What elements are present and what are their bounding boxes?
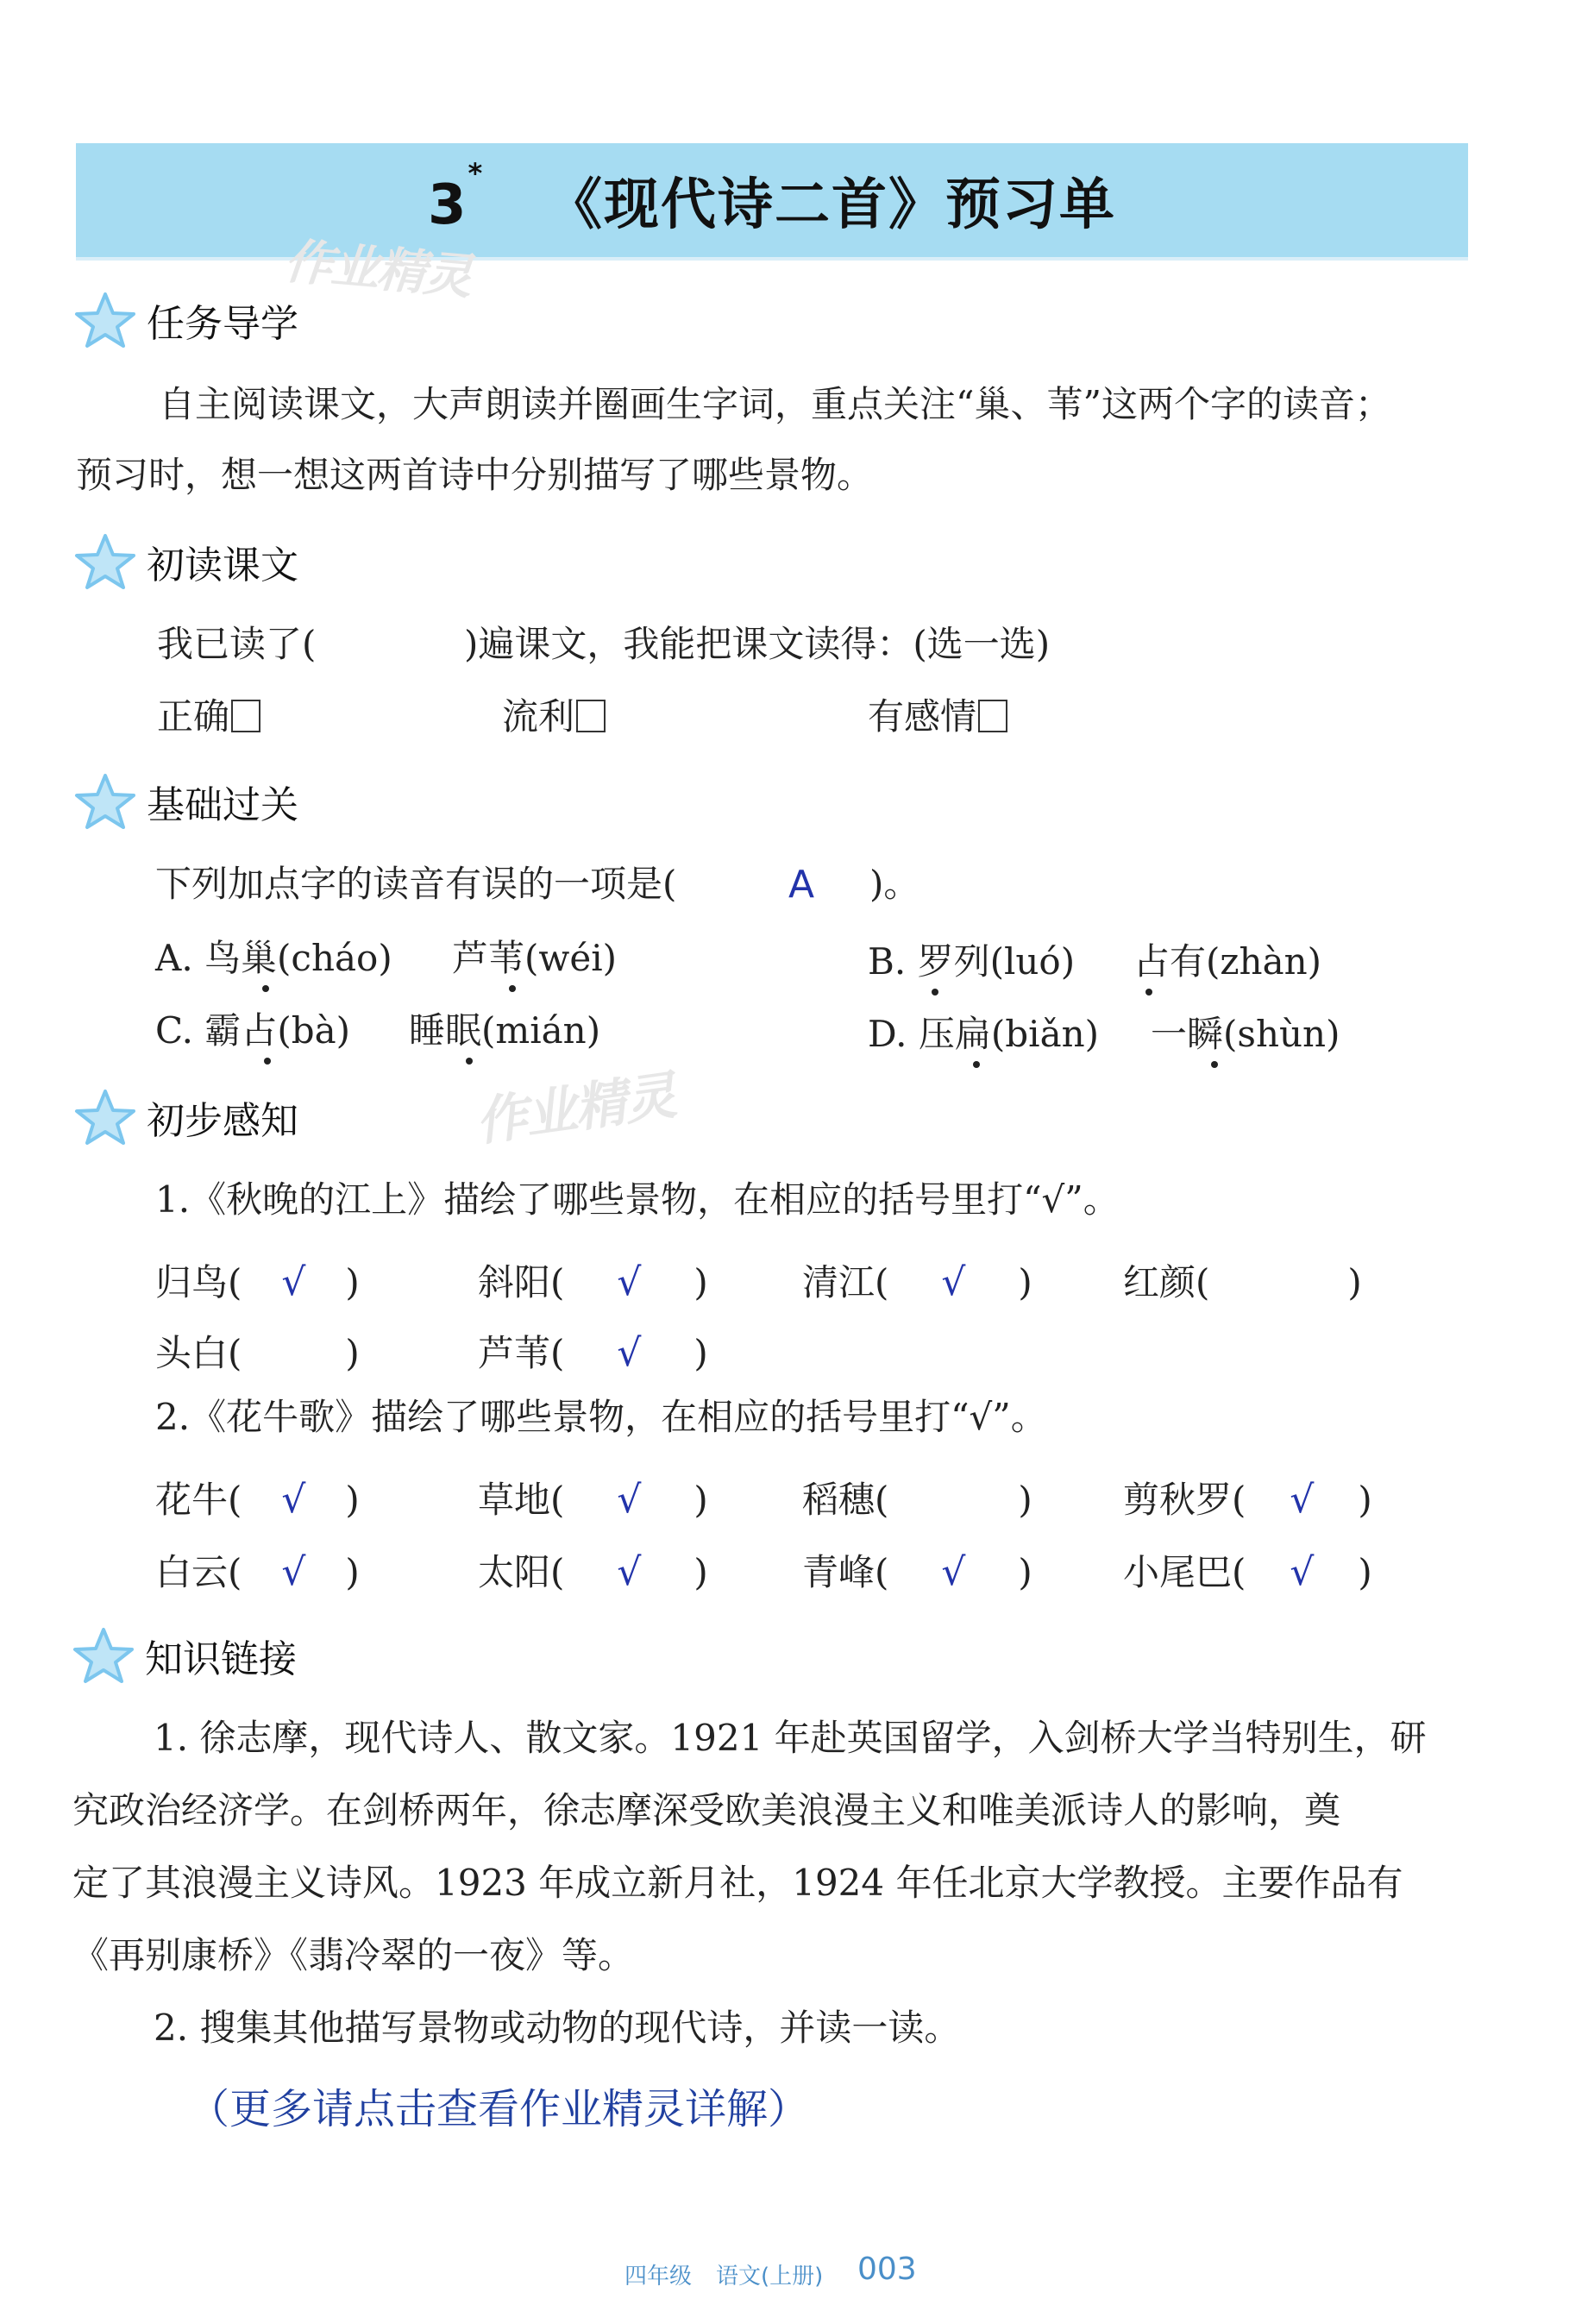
section-title: 知识链接 bbox=[145, 1637, 297, 1681]
checkbox[interactable] bbox=[978, 700, 1007, 732]
page-number: 003 bbox=[857, 2252, 917, 2287]
option-c: C. 霸占(bà) bbox=[155, 1009, 351, 1052]
text-line: 2. 搜集其他描写景物或动物的现代诗，并读一读。 bbox=[154, 2007, 961, 2049]
section-heading bbox=[72, 1627, 297, 1684]
option-correct[interactable]: 正确 bbox=[157, 699, 260, 735]
check-mark: √ bbox=[941, 1550, 966, 1594]
footer-grade: 四年级 bbox=[624, 2264, 693, 2289]
section-title: 任务导学 bbox=[147, 302, 298, 346]
question-text: 2.《花牛歌》描绘了哪些景物，在相应的括号里打“√”。 bbox=[155, 1396, 1047, 1438]
more-link[interactable]: （更多请点击查看作业精灵详解） bbox=[188, 2085, 810, 2133]
option-fluent[interactable]: 流利 bbox=[502, 699, 606, 735]
option-d: 一瞬(shùn) bbox=[1151, 1013, 1340, 1055]
checklist-item: 太阳( √ ) bbox=[478, 1550, 708, 1594]
check-mark: √ bbox=[617, 1331, 642, 1375]
star-icon bbox=[74, 292, 136, 349]
checklist-item: 归鸟( √ ) bbox=[155, 1260, 360, 1304]
emphasis-dot bbox=[264, 1058, 271, 1065]
emphasis-dot bbox=[1211, 1061, 1218, 1068]
checklist-item: 清江( √ ) bbox=[802, 1260, 1032, 1304]
check-mark: √ bbox=[1290, 1550, 1315, 1594]
check-mark: √ bbox=[617, 1478, 642, 1522]
option-b: B. 罗列(luó) bbox=[868, 940, 1076, 983]
emphasis-dot bbox=[1145, 989, 1152, 996]
text-line: 1. 徐志摩，现代诗人、散文家。1921 年赴英国留学，入剑桥大学当特别生，研 bbox=[154, 1717, 1427, 1759]
checklist-item: 斜阳( √ ) bbox=[478, 1260, 708, 1304]
title-banner bbox=[76, 143, 1468, 257]
watermark: 作业精灵 bbox=[282, 233, 474, 306]
section-title: 初读课文 bbox=[147, 543, 298, 587]
question-text: 1.《秋晚的江上》描绘了哪些景物，在相应的括号里打“√”。 bbox=[155, 1178, 1120, 1221]
option-d: D. 压扁(biǎn) bbox=[868, 1013, 1100, 1055]
text-line: )遍课文，我能把课文读得：(选一选) bbox=[464, 623, 1051, 665]
answer-mark: A bbox=[788, 863, 815, 907]
option-a: 芦苇(wéi) bbox=[452, 937, 618, 979]
option-c: 睡眠(mián) bbox=[409, 1009, 601, 1052]
checklist-item: 小尾巴( √ ) bbox=[1123, 1550, 1372, 1594]
text-line: 我已读了( bbox=[157, 623, 317, 665]
checkbox[interactable] bbox=[231, 700, 260, 732]
lesson-title: 《现代诗二首》预习单 bbox=[547, 173, 1117, 237]
checklist-item: 花牛( √ ) bbox=[155, 1478, 360, 1522]
section-heading bbox=[74, 292, 298, 349]
check-mark: √ bbox=[617, 1260, 642, 1304]
star-icon bbox=[72, 1627, 135, 1684]
option-a: A. 鸟巢(cháo) bbox=[155, 937, 392, 979]
watermark: 作业精灵 bbox=[471, 1065, 679, 1153]
section-heading bbox=[74, 773, 298, 830]
checkbox[interactable] bbox=[576, 700, 606, 732]
text-line: 究政治经济学。在剑桥两年，徐志摩深受欧美浪漫主义和唯美派诗人的影响，奠 bbox=[72, 1789, 1341, 1831]
check-mark: √ bbox=[1290, 1478, 1315, 1522]
check-mark: √ bbox=[281, 1478, 306, 1522]
emphasis-dot bbox=[973, 1061, 980, 1068]
star-icon bbox=[74, 773, 136, 830]
star-icon bbox=[74, 1089, 136, 1146]
emphasis-dot bbox=[466, 1058, 473, 1065]
text-line: 预习时，想一想这两首诗中分别描写了哪些景物。 bbox=[76, 454, 874, 496]
text-line: 定了其浪漫主义诗风。1923 年成立新月社，1924 年任北京大学教授。主要作品有 bbox=[72, 1862, 1403, 1904]
page-title bbox=[76, 157, 1468, 240]
section-heading bbox=[74, 533, 298, 590]
checklist-item: 草地( √ ) bbox=[478, 1478, 708, 1522]
check-mark: √ bbox=[281, 1260, 306, 1304]
check-mark: √ bbox=[281, 1550, 306, 1594]
checklist-item: 青峰( √ ) bbox=[802, 1550, 1032, 1594]
option-emotion[interactable]: 有感情 bbox=[868, 699, 1007, 735]
section-title: 基础过关 bbox=[147, 783, 298, 827]
checklist-item: 头白( ) bbox=[155, 1332, 360, 1374]
question-text: 下列加点字的读音有误的一项是( bbox=[155, 863, 677, 905]
section-heading bbox=[74, 1089, 298, 1146]
checklist-item: 芦苇( √ ) bbox=[478, 1331, 708, 1375]
option-b: 占有(zhàn) bbox=[1133, 940, 1322, 983]
section-title: 初步感知 bbox=[147, 1099, 298, 1143]
text-line: 自主阅读课文，大声朗读并圈画生字词，重点关注“巢、苇”这两个字的读音； bbox=[159, 383, 1391, 425]
text-line: 《再别康桥》《翡冷翠的一夜》等。 bbox=[72, 1934, 635, 1976]
star-icon bbox=[74, 533, 136, 590]
footer-subject: 语文(上册) bbox=[716, 2264, 824, 2289]
checklist-item: 稻穗( ) bbox=[802, 1479, 1032, 1521]
check-mark: √ bbox=[617, 1550, 642, 1594]
emphasis-dot bbox=[932, 989, 938, 996]
question-text: )。 bbox=[869, 863, 920, 905]
emphasis-dot bbox=[509, 985, 516, 992]
checklist-item: 白云( √ ) bbox=[155, 1550, 360, 1594]
lesson-mark: * bbox=[468, 157, 485, 190]
emphasis-dot bbox=[262, 985, 269, 992]
lesson-number: 3 bbox=[427, 173, 468, 237]
checklist-item: 剪秋罗( √ ) bbox=[1123, 1478, 1372, 1522]
checklist-item: 红颜( ) bbox=[1123, 1261, 1362, 1303]
check-mark: √ bbox=[941, 1260, 966, 1304]
